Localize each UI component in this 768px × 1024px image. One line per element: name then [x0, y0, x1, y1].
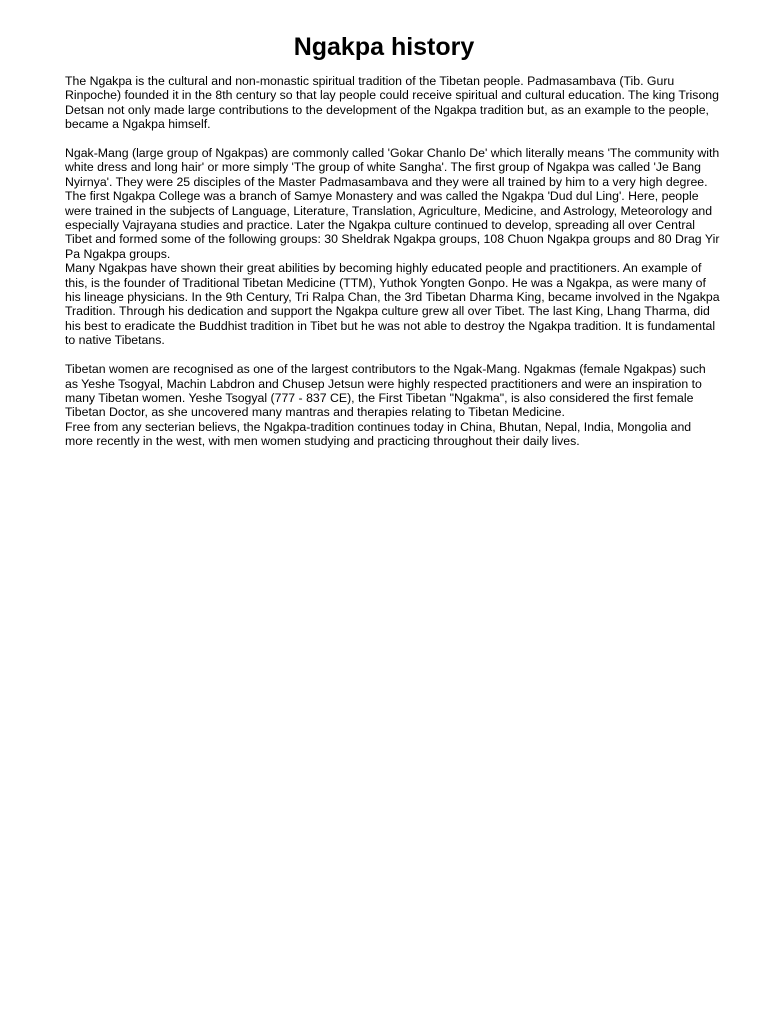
- paragraph-first-college: The first Ngakpa College was a branch of Samye Monastery and was called the Ngakpa 'Dud dul Ling'. Here, people were trained in the subjects of Language, Literature, Translation, Agriculture, Medicine, and Astrology, Meteorology and especially Vajrayana studies and practice. Later the Ngakpa culture continued to develop, spreading all over Central Tibet and formed some of the following groups: 30 Sheldrak Ngakpa groups, 108 Chuon Ngakpa groups and 80 Drag Yir Pa Ngakpa groups.: [65, 189, 720, 261]
- paragraph-spacer: [65, 132, 721, 146]
- document-body: [65, 74, 721, 449]
- paragraph-today: Free from any secterian believs, the Ngakpa-tradition continues today in China, Bhutan, Nepal, India, Mongolia and more recently in the west, with men women studying and practicing throughout their daily lives.: [65, 419, 692, 449]
- paragraph-practitioners: Many Ngakpas have shown their great abilities by becoming highly educated people and practitioners. An example of this, is the founder of Traditional Tibetan Medicine (TTM), Yuthok Yongten Gonpo. He was a Ngakpa, as were many of his lineage physicians. In the 9th Century, Tri Ralpa Chan, the 3rd Tibetan Dharma King, became involved in the Ngakpa Tradition. Through his dedication and support the Ngakpa culture grew all over Tibet. The last King, Lhang Tharma, did his best to eradicate the Buddhist tradition in Tibet but he was not able to destroy the Ngakpa tradition. It is fundamental to native Tibetans.: [65, 261, 720, 348]
- paragraph-spacer: [65, 348, 721, 362]
- paragraph-ngak-mang: Ngak-Mang (large group of Ngakpas) are commonly called 'Gokar Chanlo De' which literally means 'The community with white dress and long hair' or more simply 'The group of white Sangha'. The first group of Ngakpa was called 'Je Bang Nyirnya'. They were 25 disciples of the Master Padmasambava and they were all trained by him to a very high degree.: [65, 146, 720, 189]
- paragraph-intro: The Ngakpa is the cultural and non-monastic spiritual tradition of the Tibetan people. Padmasambava (Tib. Guru Rinpoche) founded it in the 8th century so that lay people could receive spiritual and cultural education. The king Trisong Detsan not only made large contributions to the development of the Ngakpa tradition but, as an example to the people, became a Ngakpa himself.: [65, 74, 719, 132]
- page-title: Ngakpa history: [293, 33, 475, 61]
- paragraph-tibetan-women: Tibetan women are recognised as one of the largest contributors to the Ngak-Mang. Ngakmas (female Ngakpas) such as Yeshe Tsogyal, Machin Labdron and Chusep Jetsun were highly respected practitioners and were an inspiration to many Tibetan women. Yeshe Tsogyal (777 - 837 CE), the First Tibetan "Ngakma", is also considered the first female Tibetan Doctor, as she uncovered many mantras and therapies relating to Tibetan Medicine.: [65, 362, 706, 420]
